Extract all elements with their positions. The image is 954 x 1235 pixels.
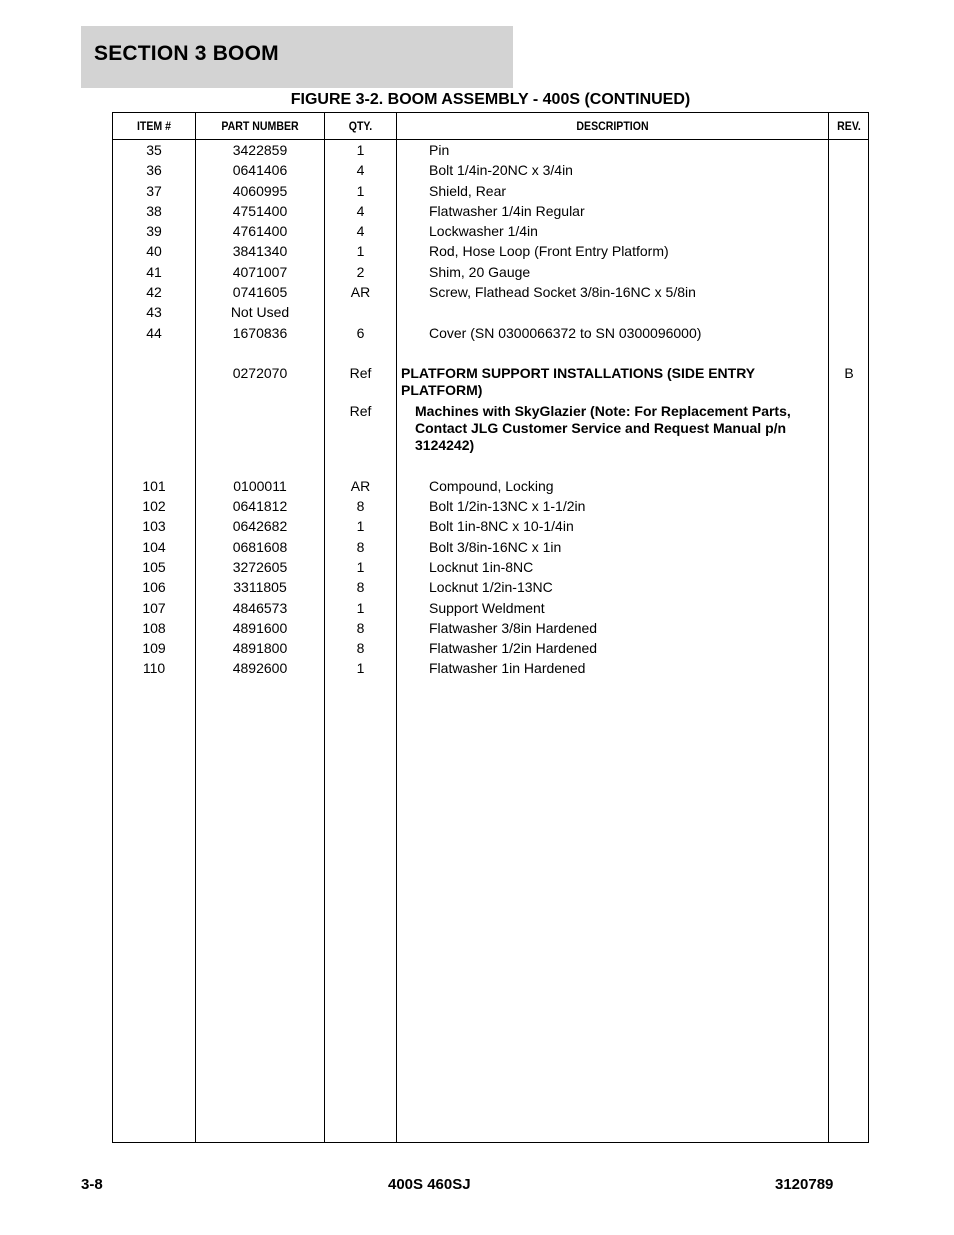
part-number-cell: 4846573 bbox=[232, 599, 288, 616]
part-number-cell: 0100011 bbox=[233, 477, 287, 494]
description-cell: Flatwasher 3/8in Hardened bbox=[429, 619, 598, 636]
header-item: ITEM # bbox=[136, 119, 172, 133]
quantity-cell: 1 bbox=[356, 182, 365, 199]
description-cell: Bolt 1/2in-13NC x 1-1/2in bbox=[429, 498, 586, 515]
description-cell: Flatwasher 1/2in Hardened bbox=[429, 640, 598, 657]
item-number-cell: 39 bbox=[146, 223, 162, 240]
quantity-cell: 6 bbox=[356, 324, 365, 341]
item-number-cell: 37 bbox=[146, 182, 162, 199]
revision-cell: B bbox=[844, 365, 854, 382]
table-row bbox=[113, 262, 868, 282]
quantity-cell: Ref bbox=[349, 403, 372, 420]
item-number-cell: 44 bbox=[146, 324, 162, 341]
description-cell: Machines with SkyGlazier (Note: For Replacement Parts, Contact JLG Customer Service and Request Manual p/n 3124242) bbox=[415, 403, 791, 454]
header-description: DESCRIPTION bbox=[576, 119, 649, 133]
description-cell: Lockwasher 1/4in bbox=[429, 223, 538, 240]
description-cell: Bolt 1in-8NC x 10-1/4in bbox=[429, 518, 574, 535]
quantity-cell: AR bbox=[350, 284, 371, 301]
description-cell: Pin bbox=[429, 142, 450, 158]
quantity-cell: 1 bbox=[356, 558, 365, 575]
quantity-cell: 8 bbox=[356, 498, 365, 515]
table-row bbox=[113, 496, 868, 516]
quantity-cell: 8 bbox=[356, 579, 365, 596]
description-cell: Flatwasher 1in Hardened bbox=[429, 660, 586, 677]
table-row bbox=[113, 221, 868, 241]
section-title: SECTION 3 BOOM bbox=[94, 42, 279, 65]
quantity-cell: 1 bbox=[356, 660, 365, 677]
part-number-cell: Not Used bbox=[230, 304, 290, 321]
part-number-cell: 4060995 bbox=[232, 182, 288, 199]
table-row bbox=[113, 363, 868, 401]
table-row bbox=[113, 516, 868, 536]
item-number-cell: 107 bbox=[142, 599, 166, 616]
item-number-cell: 106 bbox=[142, 579, 166, 596]
part-number-cell: 4892600 bbox=[232, 660, 288, 677]
part-number-cell: 3422859 bbox=[232, 142, 288, 158]
item-number-cell: 104 bbox=[142, 538, 166, 555]
item-number-cell: 35 bbox=[146, 142, 162, 158]
table-row bbox=[113, 476, 868, 496]
description-cell: Screw, Flathead Socket 3/8in-16NC x 5/8in bbox=[429, 284, 696, 301]
table-row bbox=[113, 282, 868, 302]
description-cell: Cover (SN 0300066372 to SN 0300096000) bbox=[429, 324, 702, 341]
part-number-cell: 3841340 bbox=[232, 243, 288, 260]
table-row bbox=[113, 160, 868, 180]
figure-title: FIGURE 3-2. BOOM ASSEMBLY - 400S (CONTINUED) bbox=[290, 91, 691, 108]
quantity-cell: 4 bbox=[356, 202, 365, 219]
table-row bbox=[113, 343, 868, 363]
quantity-cell: 1 bbox=[356, 243, 365, 260]
table-row bbox=[113, 302, 868, 322]
quantity-cell: Ref bbox=[349, 365, 372, 382]
description-cell: PLATFORM SUPPORT INSTALLATIONS (SIDE ENTRY PLATFORM) bbox=[401, 365, 755, 399]
quantity-cell: 4 bbox=[356, 162, 365, 179]
item-number-cell: 41 bbox=[146, 263, 162, 280]
description-cell: Compound, Locking bbox=[429, 477, 554, 494]
part-number-cell: 3272605 bbox=[232, 558, 288, 575]
item-number-cell: 101 bbox=[142, 477, 166, 494]
table-row bbox=[113, 181, 868, 201]
part-number-cell: 0741605 bbox=[232, 284, 288, 301]
quantity-cell: 4 bbox=[356, 223, 365, 240]
item-number-cell: 109 bbox=[142, 640, 166, 657]
quantity-cell: 1 bbox=[356, 599, 365, 616]
item-number-cell: 102 bbox=[142, 498, 166, 515]
item-number-cell: 36 bbox=[146, 162, 162, 179]
description-cell: Support Weldment bbox=[429, 599, 545, 616]
quantity-cell: 8 bbox=[356, 640, 365, 657]
item-number-cell: 43 bbox=[146, 304, 162, 321]
table-row bbox=[113, 557, 868, 577]
table-row bbox=[113, 638, 868, 658]
header-rev: REV. bbox=[837, 119, 861, 133]
item-number-cell: 42 bbox=[146, 284, 162, 301]
section-banner bbox=[81, 26, 513, 88]
item-number-cell: 38 bbox=[146, 202, 162, 219]
quantity-cell: 8 bbox=[356, 538, 365, 555]
part-number-cell: 4751400 bbox=[232, 202, 288, 219]
description-cell: Rod, Hose Loop (Front Entry Platform) bbox=[429, 243, 669, 260]
quantity-cell: AR bbox=[350, 477, 371, 494]
item-number-cell: 40 bbox=[146, 243, 162, 260]
table-row bbox=[113, 201, 868, 221]
table-row bbox=[113, 618, 868, 638]
table-row bbox=[113, 401, 868, 476]
part-number-cell: 3311805 bbox=[233, 579, 287, 596]
description-cell: Shim, 20 Gauge bbox=[429, 263, 531, 280]
item-number-cell: 108 bbox=[142, 619, 166, 636]
item-number-cell: 105 bbox=[142, 558, 166, 575]
table-row bbox=[113, 658, 868, 678]
part-number-cell: 4891600 bbox=[232, 619, 288, 636]
document-number: 3120789 bbox=[775, 1176, 834, 1193]
description-cell: Flatwasher 1/4in Regular bbox=[429, 202, 585, 219]
part-number-cell: 0641406 bbox=[232, 162, 288, 179]
model-name: 400S 460SJ bbox=[388, 1176, 471, 1193]
table-body bbox=[113, 140, 868, 679]
table-row bbox=[113, 323, 868, 343]
part-number-cell: 0681608 bbox=[232, 538, 288, 555]
table-row bbox=[113, 577, 868, 597]
description-cell: Bolt 1/4in-20NC x 3/4in bbox=[429, 162, 573, 179]
part-number-cell: 0272070 bbox=[232, 365, 288, 382]
item-number-cell: 110 bbox=[142, 660, 166, 677]
part-number-cell: 4761400 bbox=[232, 223, 288, 240]
quantity-cell: 1 bbox=[356, 518, 365, 535]
part-number-cell: 1670836 bbox=[232, 324, 288, 341]
part-number-cell: 4891800 bbox=[232, 640, 288, 657]
part-number-cell: 4071007 bbox=[232, 263, 288, 280]
quantity-cell: 2 bbox=[356, 263, 365, 280]
page-number: 3-8 bbox=[81, 1176, 103, 1193]
part-number-cell: 0641812 bbox=[232, 498, 288, 515]
quantity-cell: 8 bbox=[356, 619, 365, 636]
table-row bbox=[113, 537, 868, 557]
parts-table bbox=[112, 112, 869, 1143]
table-row bbox=[113, 140, 868, 160]
table-row bbox=[113, 241, 868, 261]
part-number-cell: 0642682 bbox=[232, 518, 288, 535]
quantity-cell: 1 bbox=[356, 142, 365, 158]
item-number-cell: 103 bbox=[142, 518, 166, 535]
description-cell: Locknut 1in-8NC bbox=[429, 558, 534, 575]
header-qty: QTY. bbox=[348, 119, 373, 133]
table-row bbox=[113, 598, 868, 618]
header-part-number: PART NUMBER bbox=[221, 119, 299, 133]
description-cell: Locknut 1/2in-13NC bbox=[429, 579, 553, 596]
description-cell: Shield, Rear bbox=[429, 182, 507, 199]
description-cell: Bolt 3/8in-16NC x 1in bbox=[429, 538, 562, 555]
